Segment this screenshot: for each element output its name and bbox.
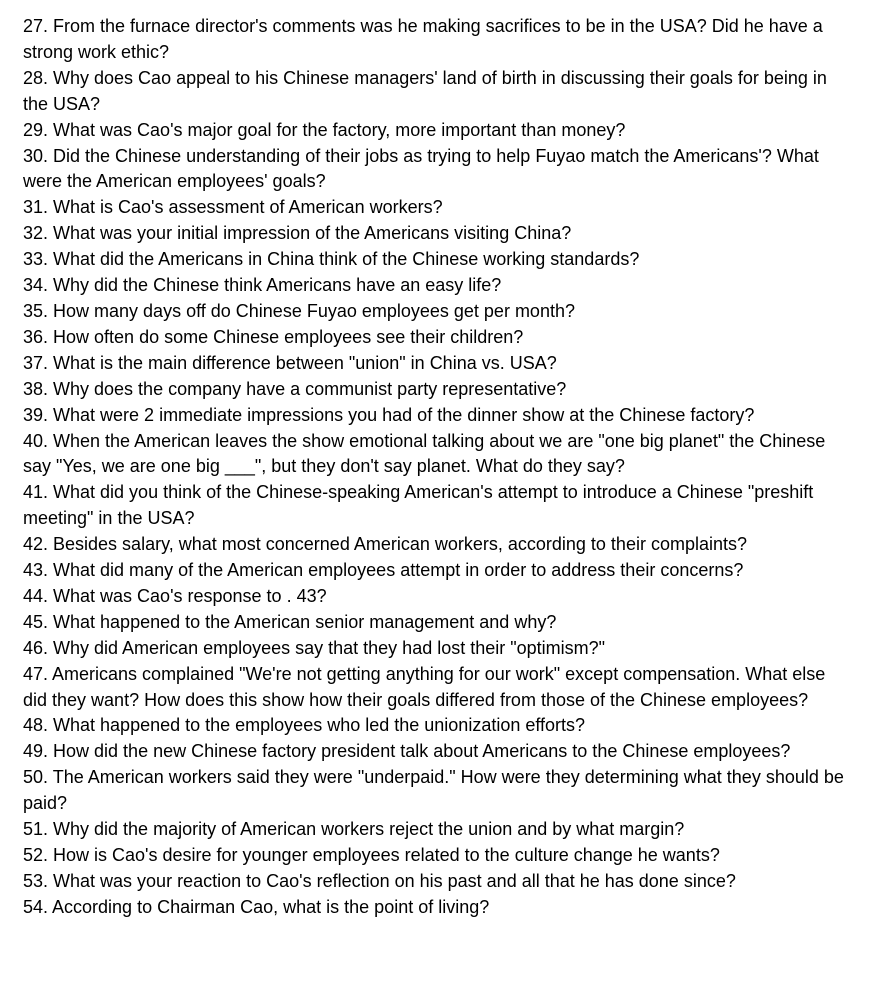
question-33: 33. What did the Americans in China think of the Chinese working standards? [23,249,640,270]
question-47: 47. Americans complained "We're not getting anything for our work" except compensation. What else did they want? How does this show how their goals differed from those of the Chinese employees? [23,663,826,710]
question-48: 48. What happened to the employees who led the unionization efforts? [23,715,586,736]
question-49: 49. How did the new Chinese factory president talk about Americans to the Chinese employees? [23,741,791,762]
question-50: 50. The American workers said they were "underpaid." How were they determining what they should be paid? [23,767,844,814]
question-35: 35. How many days off do Chinese Fuyao employees get per month? [23,300,575,321]
question-32: 32. What was your initial impression of the Americans visiting China? [23,223,572,244]
question-27: 27. From the furnace director's comments was he making sacrifices to be in the USA? Did he have a strong work ethic? [23,16,823,62]
question-28: 28. Why does Cao appeal to his Chinese managers' land of birth in discussing their goals for being in the USA? [23,67,827,114]
question-38: 38. Why does the company have a communist party representative? [23,378,567,399]
question-30: 30. Did the Chinese understanding of their jobs as trying to help Fuyao match the Americans'? What were the American employees' goals? [23,145,819,192]
question-41: 41. What did you think of the Chinese-speaking American's attempt to introduce a Chinese "preshift meeting" in the USA? [23,482,814,529]
question-31: 31. What is Cao's assessment of American workers? [23,197,443,218]
question-45: 45. What happened to the American senior management and why? [23,611,557,632]
question-52: 52. How is Cao's desire for younger employees related to the culture change he wants? [23,845,720,865]
question-43: 43. What did many of the American employees attempt in order to address their concerns? [23,560,744,581]
question-51: 51. Why did the majority of American workers reject the union and by what margin? [23,819,685,840]
question-29: 29. What was Cao's major goal for the factory, more important than money? [23,119,626,140]
question-42: 42. Besides salary, what most concerned American workers, according to their complaints? [23,534,747,555]
question-34: 34. Why did the Chinese think Americans have an easy life? [23,275,502,296]
question-44: 44. What was Cao's response to . 43? [23,585,327,606]
question-46: 46. Why did American employees say that they had lost their "optimism?" [23,637,606,658]
question-54: 54. According to Chairman Cao, what is the point of living? [23,896,490,917]
question-37: 37. What is the main difference between "union" in China vs. USA? [23,352,557,373]
question-39: 39. What were 2 immediate impressions you had of the dinner show at the Chinese factory? [23,404,755,425]
question-36: 36. How often do some Chinese employees see their children? [23,326,524,347]
question-53: 53. What was your reaction to Cao's reflection on his past and all that he has done since? [23,870,736,891]
question-list [23,14,853,921]
question-40: 40. When the American leaves the show emotional talking about we are "one big planet" the Chinese say "Yes, we are one big ___", but they don't say planet. What do they say? [23,430,826,477]
